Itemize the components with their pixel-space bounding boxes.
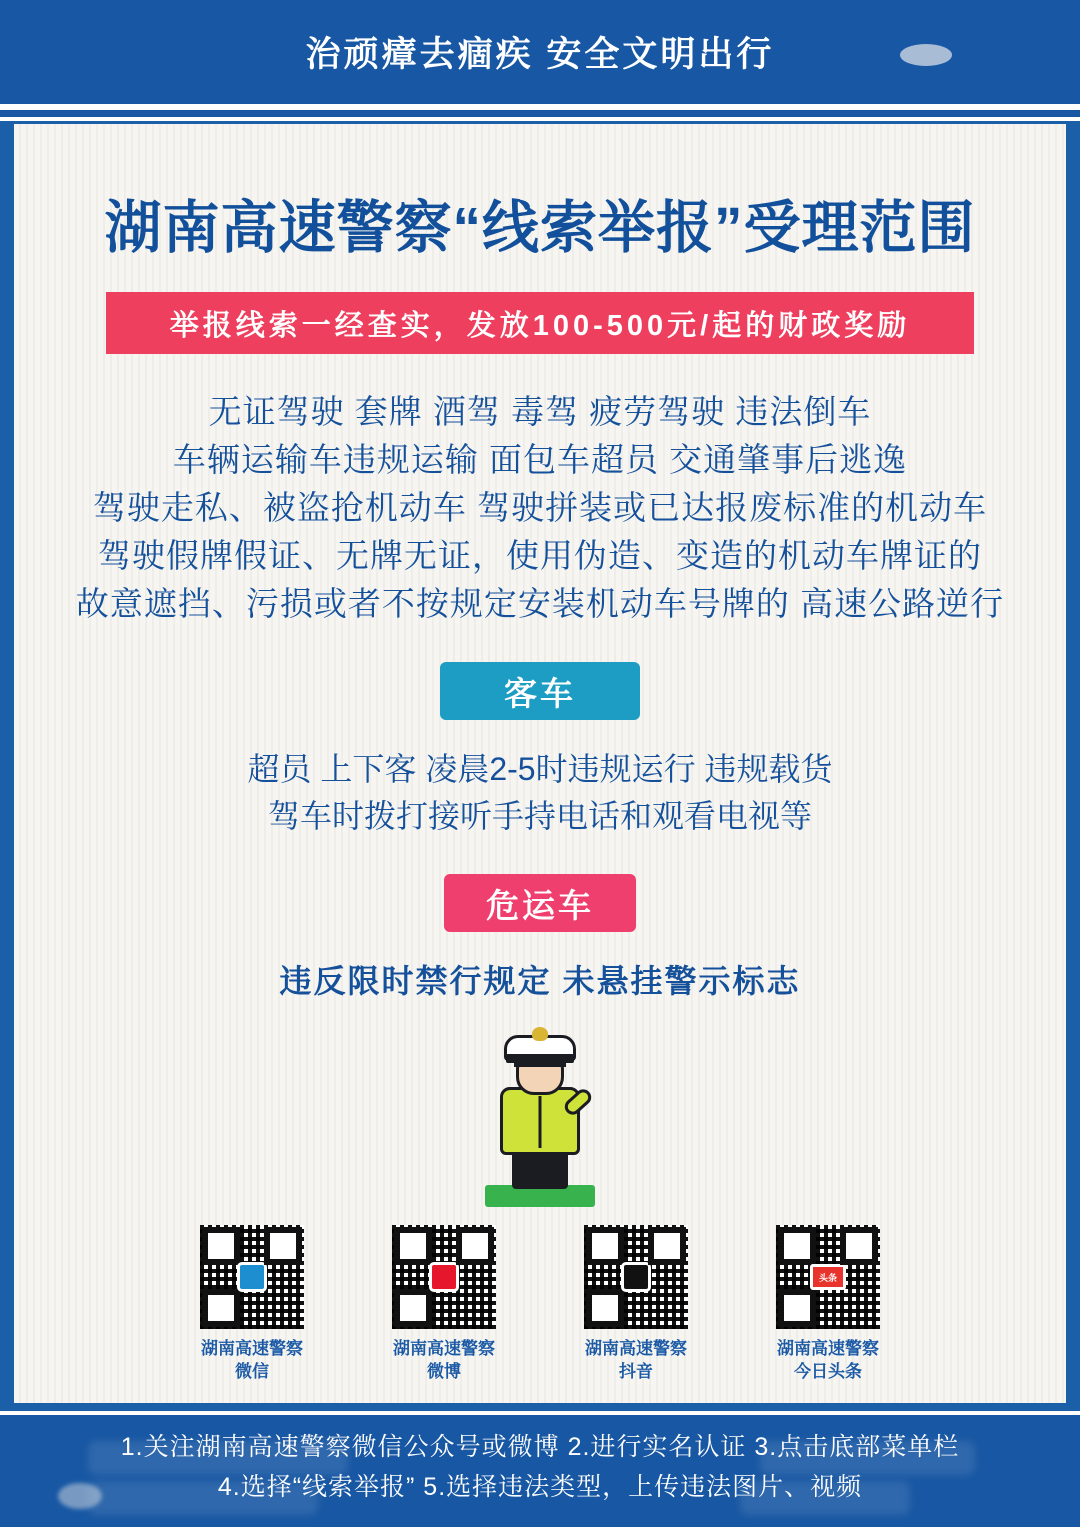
clause-line: 无证驾驶 套牌 酒驾 毒驾 疲劳驾驶 违法倒车	[208, 393, 872, 430]
toutiao-logo-icon: 头条	[810, 1264, 846, 1290]
qr-caption-line2: 抖音	[619, 1362, 653, 1381]
clause-line: 车辆运输车违规运输 面包车超员 交通肇事后逃逸	[172, 441, 908, 478]
hazmat-clause-list	[14, 958, 1066, 1005]
banner-divider-gap	[0, 110, 1080, 117]
douyin-qr-icon[interactable]	[584, 1225, 688, 1329]
qr-caption	[758, 1337, 898, 1383]
qr-corner-icon	[778, 1289, 816, 1327]
weibo-logo-icon	[429, 1262, 459, 1292]
section-chip-hazmat	[444, 874, 636, 932]
general-clause-list	[14, 388, 1066, 628]
clause-line: 驾驶走私、被盗抢机动车 驾驶拼装或已达报废标准的机动车	[92, 489, 988, 526]
page-title: 湖南高速警察“线索举报”受理范围	[104, 196, 976, 260]
top-banner-slogan: 治顽瘴去痼疾 安全文明出行	[305, 35, 775, 74]
weibo-qr-icon[interactable]	[392, 1225, 496, 1329]
blur-overlay	[760, 1441, 975, 1475]
wechat-qr-icon[interactable]	[200, 1225, 304, 1329]
qr-caption-line1: 湖南高速警察	[777, 1339, 879, 1358]
qr-item-toutiao[interactable]	[758, 1225, 898, 1383]
traffic-police-mascot-icon	[460, 1027, 620, 1207]
qr-caption-line2: 今日头条	[794, 1362, 862, 1381]
reward-banner	[106, 292, 974, 354]
qr-caption-line2: 微博	[427, 1362, 461, 1381]
mascot-cap-band	[506, 1054, 574, 1063]
bus-clause-list	[14, 746, 1066, 840]
section-chip-label: 客车	[504, 674, 576, 712]
qr-caption-line1: 湖南高速警察	[585, 1339, 687, 1358]
qr-corner-icon	[202, 1289, 240, 1327]
banner-smudge	[900, 44, 952, 66]
qr-caption	[374, 1337, 514, 1383]
wechat-logo-icon	[237, 1262, 267, 1292]
clause-line: 故意遮挡、污损或者不按规定安装机动车号牌的 高速公路逆行	[75, 585, 1005, 622]
bottom-steps-bar	[0, 1415, 1080, 1527]
qr-corner-icon	[586, 1289, 624, 1327]
mascot-cap-badge	[532, 1027, 548, 1041]
qr-caption-line1: 湖南高速警察	[393, 1339, 495, 1358]
steps-line: 1.关注湖南高速警察微信公众号或微博 2.进行实名认证 3.点击底部菜单栏	[120, 1433, 960, 1461]
qr-item-wechat[interactable]	[182, 1225, 322, 1383]
top-banner	[0, 0, 1080, 104]
douyin-logo-icon	[621, 1262, 651, 1292]
qr-code-row	[14, 1225, 1066, 1383]
content-card	[14, 124, 1066, 1403]
blur-overlay	[88, 1481, 318, 1515]
section-chip-bus	[440, 662, 640, 720]
mascot-saluting-arm	[561, 1086, 594, 1118]
clause-line: 驾车时拨打接听手持电话和观看电视等	[267, 798, 812, 834]
mascot-body	[500, 1087, 580, 1155]
bottom-smudge	[58, 1483, 102, 1509]
banner-divider-thin	[0, 117, 1080, 121]
clause-line: 违反限时禁行规定 未悬挂警示标志	[279, 963, 801, 999]
qr-caption	[566, 1337, 706, 1383]
toutiao-qr-icon[interactable]	[776, 1225, 880, 1329]
qr-item-douyin[interactable]	[566, 1225, 706, 1383]
blur-overlay	[88, 1441, 348, 1475]
section-chip-label: 危运车	[486, 886, 594, 924]
blur-overlay	[740, 1481, 910, 1515]
clause-line: 驾驶假牌假证、无牌无证，使用伪造、变造的机动车牌证的	[98, 537, 982, 574]
reward-banner-text: 举报线索一经查实，发放100-500元/起的财政奖励	[169, 309, 911, 342]
qr-caption-line1: 湖南高速警察	[201, 1339, 303, 1358]
qr-caption-line2: 微信	[235, 1362, 269, 1381]
steps-line: 4.选择“线索举报” 5.选择违法类型，上传违法图片、视频	[217, 1473, 863, 1501]
qr-corner-icon	[394, 1289, 432, 1327]
clause-line: 超员 上下客 凌晨2-5时违规运行 违规载货	[247, 751, 833, 787]
qr-caption	[182, 1337, 322, 1383]
qr-item-weibo[interactable]	[374, 1225, 514, 1383]
